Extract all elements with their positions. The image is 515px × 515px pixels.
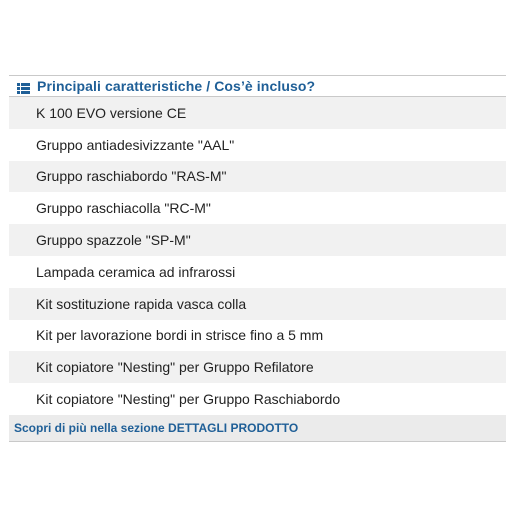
- features-header: [9, 75, 506, 97]
- list-item: Gruppo spazzole "SP-M": [9, 224, 506, 256]
- list-item: Gruppo raschiacolla "RC-M": [9, 192, 506, 224]
- product-details-link[interactable]: Scopri di più nella sezione DETTAGLI PRODOTTO: [14, 420, 299, 435]
- features-panel: [9, 75, 506, 442]
- list-item: Kit copiatore "Nesting" per Gruppo Raschiabordo: [9, 383, 506, 415]
- list-item: Lampada ceramica ad infrarossi: [9, 256, 506, 288]
- list-icon: [17, 81, 30, 92]
- features-footer: [9, 415, 506, 442]
- list-item: Kit sostituzione rapida vasca colla: [9, 288, 506, 320]
- list-item: Kit per lavorazione bordi in strisce fino a 5 mm: [9, 320, 506, 352]
- features-title: Principali caratteristiche / Cos’è incluso?: [37, 78, 316, 94]
- list-item: Kit copiatore "Nesting" per Gruppo Refilatore: [9, 351, 506, 383]
- features-list: [9, 97, 506, 415]
- list-item: K 100 EVO versione CE: [9, 97, 506, 129]
- list-item: Gruppo antiadesivizzante "AAL": [9, 129, 506, 161]
- list-item: Gruppo raschiabordo "RAS-M": [9, 161, 506, 193]
